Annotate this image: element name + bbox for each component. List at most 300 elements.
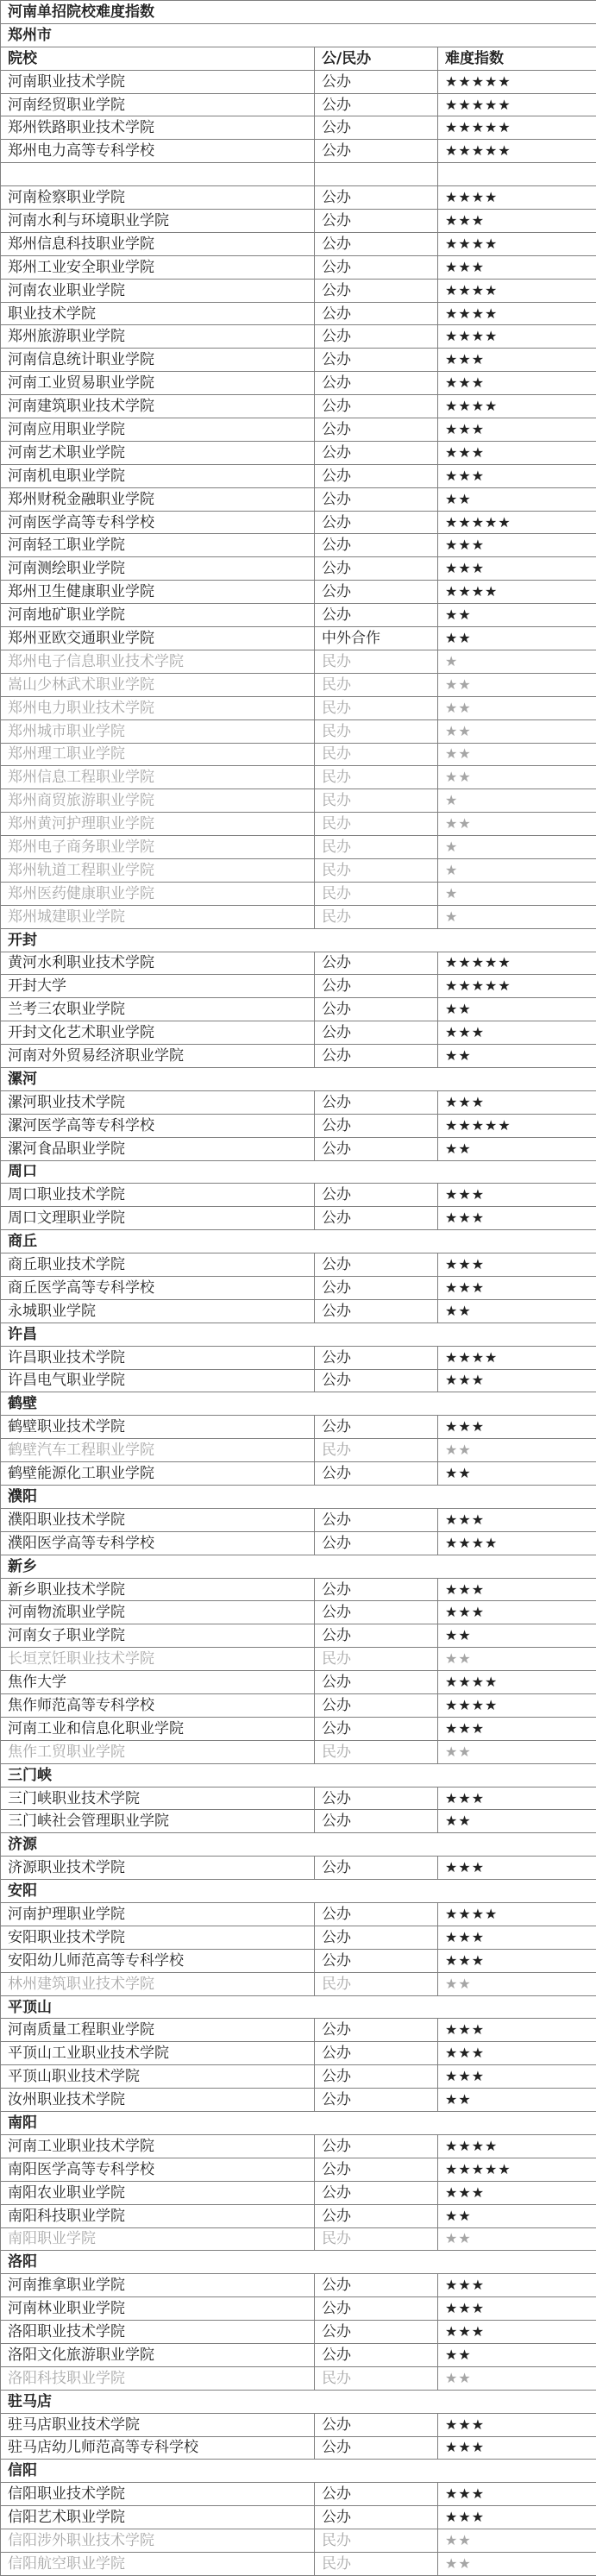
region-row bbox=[1, 1067, 596, 1090]
school-name: 河南护理职业学院 bbox=[1, 1903, 315, 1926]
difficulty-stars: ★★★★ bbox=[438, 1531, 596, 1555]
table-row bbox=[1, 673, 596, 696]
region-row bbox=[1, 2251, 596, 2274]
difficulty-stars: ★★★ bbox=[438, 2436, 596, 2460]
school-name: 河南工业贸易职业学院 bbox=[1, 372, 315, 395]
table-row bbox=[1, 232, 596, 255]
difficulty-stars: ★★★ bbox=[438, 534, 596, 557]
school-type: 公办 bbox=[315, 1021, 438, 1045]
school-name: 郑州财税金融职业学院 bbox=[1, 487, 315, 511]
school-name: 开封大学 bbox=[1, 975, 315, 998]
difficulty-stars: ★★ bbox=[438, 1462, 596, 1486]
difficulty-stars: ★★★ bbox=[438, 1021, 596, 1045]
difficulty-stars: ★★★★★ bbox=[438, 975, 596, 998]
school-name: 河南职业技术学院 bbox=[1, 70, 315, 93]
school-type: 公办 bbox=[315, 441, 438, 464]
difficulty-stars: ★★★★★ bbox=[438, 116, 596, 140]
school-type: 民办 bbox=[315, 650, 438, 673]
difficulty-stars: ★★★★ bbox=[438, 581, 596, 604]
school-type: 公办 bbox=[315, 464, 438, 487]
difficulty-stars: ★★★★★ bbox=[438, 511, 596, 534]
header-school: 院校 bbox=[1, 47, 315, 70]
school-type: 公办 bbox=[315, 395, 438, 418]
school-type: 民办 bbox=[315, 696, 438, 719]
difficulty-stars: ★★★★ bbox=[438, 1694, 596, 1718]
school-name: 信阳航空职业学院 bbox=[1, 2552, 315, 2575]
school-name: 河南推拿职业学院 bbox=[1, 2274, 315, 2297]
school-name: 河南工业职业技术学院 bbox=[1, 2134, 315, 2158]
table-row bbox=[1, 743, 596, 766]
school-name: 河南质量工程职业学院 bbox=[1, 2019, 315, 2042]
table-row bbox=[1, 70, 596, 93]
school-type: 公办 bbox=[315, 1207, 438, 1230]
school-type: 公办 bbox=[315, 2065, 438, 2089]
difficulty-stars: ★★★ bbox=[438, 1787, 596, 1810]
table-row bbox=[1, 1787, 596, 1810]
school-type: 公办 bbox=[315, 2436, 438, 2460]
difficulty-stars: ★★★★★ bbox=[438, 952, 596, 975]
school-name: 河南轻工职业学院 bbox=[1, 534, 315, 557]
table-row bbox=[1, 2552, 596, 2575]
school-type: 公办 bbox=[315, 581, 438, 604]
table-row bbox=[1, 2227, 596, 2251]
difficulty-stars: ★★★ bbox=[438, 1949, 596, 1972]
school-type: 公办 bbox=[315, 1578, 438, 1601]
school-name: 周口文理职业学院 bbox=[1, 1207, 315, 1230]
table-row bbox=[1, 255, 596, 279]
difficulty-stars: ★★★★★ bbox=[438, 70, 596, 93]
difficulty-stars: ★★★★★ bbox=[438, 140, 596, 163]
table-row bbox=[1, 2042, 596, 2065]
difficulty-stars: ★★ bbox=[438, 719, 596, 743]
difficulty-stars: ★★★★★ bbox=[438, 93, 596, 116]
difficulty-stars: ★ bbox=[438, 882, 596, 905]
region-row bbox=[1, 1230, 596, 1253]
school-type: 公办 bbox=[315, 1137, 438, 1160]
difficulty-stars: ★★ bbox=[438, 998, 596, 1021]
school-type: 公办 bbox=[315, 1090, 438, 1114]
school-type: 民办 bbox=[315, 836, 438, 859]
difficulty-stars: ★★★ bbox=[438, 1207, 596, 1230]
difficulty-stars: ★★ bbox=[438, 1299, 596, 1323]
difficulty-stars: ★★★★★ bbox=[438, 2158, 596, 2181]
table-row bbox=[1, 1671, 596, 1694]
difficulty-stars: ★ bbox=[438, 905, 596, 928]
table-row bbox=[1, 2366, 596, 2390]
table-row bbox=[1, 581, 596, 604]
table-row bbox=[1, 1253, 596, 1277]
region-label: 平顶山 bbox=[1, 1995, 596, 2019]
table-row bbox=[1, 2343, 596, 2366]
table-row bbox=[1, 349, 596, 372]
table-row bbox=[1, 2274, 596, 2297]
region-label: 驻马店 bbox=[1, 2390, 596, 2413]
school-type: 公办 bbox=[315, 1857, 438, 1880]
school-type: 公办 bbox=[315, 2181, 438, 2204]
difficulty-stars: ★★★★ bbox=[438, 1346, 596, 1369]
region-label: 信阳 bbox=[1, 2460, 596, 2483]
school-type: 民办 bbox=[315, 673, 438, 696]
table-row bbox=[1, 952, 596, 975]
table-row bbox=[1, 1021, 596, 1045]
region-label: 濮阳 bbox=[1, 1486, 596, 1509]
school-type: 公办 bbox=[315, 1787, 438, 1810]
school-type: 公办 bbox=[315, 255, 438, 279]
table-row bbox=[1, 1276, 596, 1299]
school-name: 焦作师范高等专科学校 bbox=[1, 1694, 315, 1718]
table-row bbox=[1, 719, 596, 743]
table-row bbox=[1, 1926, 596, 1949]
table-row bbox=[1, 627, 596, 650]
region-label: 新乡 bbox=[1, 1555, 596, 1578]
school-type: 公办 bbox=[315, 279, 438, 302]
difficulty-stars: ★★★★ bbox=[438, 2134, 596, 2158]
table-row bbox=[1, 604, 596, 627]
school-name: 郑州电力职业技术学院 bbox=[1, 696, 315, 719]
region-row bbox=[1, 1880, 596, 1903]
difficulty-stars: ★★★ bbox=[438, 2181, 596, 2204]
school-name: 平顶山职业技术学院 bbox=[1, 2065, 315, 2089]
school-name: 郑州电力高等专科学校 bbox=[1, 140, 315, 163]
difficulty-stars: ★★★ bbox=[438, 1601, 596, 1624]
region-row bbox=[1, 1323, 596, 1346]
difficulty-stars: ★★★ bbox=[438, 2019, 596, 2042]
school-type: 公办 bbox=[315, 2297, 438, 2321]
region-label: 漯河 bbox=[1, 1067, 596, 1090]
school-name: 焦作工贸职业学院 bbox=[1, 1740, 315, 1763]
school-name: 河南艺术职业学院 bbox=[1, 441, 315, 464]
difficulty-stars: ★★★ bbox=[438, 441, 596, 464]
school-name: 河南检察职业学院 bbox=[1, 186, 315, 210]
school-name: 长垣烹饪职业技术学院 bbox=[1, 1648, 315, 1671]
school-name: 河南地矿职业学院 bbox=[1, 604, 315, 627]
school-type: 民办 bbox=[315, 1439, 438, 1462]
school-name: 郑州黄河护理职业学院 bbox=[1, 813, 315, 836]
school-type: 民办 bbox=[315, 2227, 438, 2251]
school-name: 新乡职业技术学院 bbox=[1, 1578, 315, 1601]
region-label: 安阳 bbox=[1, 1880, 596, 1903]
school-name: 信阳涉外职业技术学院 bbox=[1, 2529, 315, 2553]
difficulty-stars: ★★★ bbox=[438, 1276, 596, 1299]
table-row bbox=[1, 975, 596, 998]
school-type: 公办 bbox=[315, 2413, 438, 2436]
table-row bbox=[1, 2297, 596, 2321]
school-name: 郑州轨道工程职业学院 bbox=[1, 858, 315, 882]
table-row bbox=[1, 140, 596, 163]
school-name: 漯河职业技术学院 bbox=[1, 1090, 315, 1114]
school-name: 河南测绘职业学院 bbox=[1, 557, 315, 581]
table-row bbox=[1, 2436, 596, 2460]
difficulty-stars: ★★ bbox=[438, 743, 596, 766]
region-row bbox=[1, 1392, 596, 1416]
difficulty-stars: ★★★ bbox=[438, 2321, 596, 2344]
school-name: 黄河水利职业技术学院 bbox=[1, 952, 315, 975]
school-type: 民办 bbox=[315, 1740, 438, 1763]
school-type: 公办 bbox=[315, 186, 438, 210]
school-type: 公办 bbox=[315, 1346, 438, 1369]
school-name: 洛阳科技职业学院 bbox=[1, 2366, 315, 2390]
table-row bbox=[1, 1624, 596, 1648]
school-name: 周口职业技术学院 bbox=[1, 1184, 315, 1207]
difficulty-stars: ★ bbox=[438, 836, 596, 859]
difficulty-stars: ★★★ bbox=[438, 2065, 596, 2089]
school-name: 驻马店职业技术学院 bbox=[1, 2413, 315, 2436]
school-type: 公办 bbox=[315, 70, 438, 93]
school-name: 南阳科技职业学院 bbox=[1, 2204, 315, 2227]
table-row bbox=[1, 789, 596, 813]
difficulty-stars: ★★★ bbox=[438, 1090, 596, 1114]
difficulty-stars: ★★★ bbox=[438, 2274, 596, 2297]
school-type: 公办 bbox=[315, 1717, 438, 1740]
table-row bbox=[1, 1949, 596, 1972]
school-name: 许昌电气职业学院 bbox=[1, 1369, 315, 1392]
school-name: 漯河医学高等专科学校 bbox=[1, 1114, 315, 1137]
difficulty-stars: ★★ bbox=[438, 1439, 596, 1462]
school-type: 公办 bbox=[315, 1114, 438, 1137]
difficulty-stars: ★★★ bbox=[438, 2042, 596, 2065]
school-name: 郑州城建职业学院 bbox=[1, 905, 315, 928]
table-row bbox=[1, 1090, 596, 1114]
school-name: 驻马店幼儿师范高等专科学校 bbox=[1, 2436, 315, 2460]
table-row bbox=[1, 2134, 596, 2158]
school-name: 兰考三农职业学院 bbox=[1, 998, 315, 1021]
school-name: 三门峡社会管理职业学院 bbox=[1, 1810, 315, 1833]
table-row bbox=[1, 279, 596, 302]
school-name: 郑州医药健康职业学院 bbox=[1, 882, 315, 905]
table-row bbox=[1, 2506, 596, 2529]
difficulty-stars: ★★ bbox=[438, 1972, 596, 1995]
table-row bbox=[1, 487, 596, 511]
difficulty-stars: ★★★ bbox=[438, 349, 596, 372]
difficulty-stars: ★★★★ bbox=[438, 1903, 596, 1926]
region-row bbox=[1, 1995, 596, 2019]
region-row bbox=[1, 1555, 596, 1578]
table-row bbox=[1, 1601, 596, 1624]
school-type: 民办 bbox=[315, 766, 438, 789]
school-name: 焦作大学 bbox=[1, 1671, 315, 1694]
school-type: 公办 bbox=[315, 2483, 438, 2506]
table-row bbox=[1, 372, 596, 395]
region-label: 鹤壁 bbox=[1, 1392, 596, 1416]
table-row bbox=[1, 93, 596, 116]
school-type: 公办 bbox=[315, 2204, 438, 2227]
school-name: 信阳艺术职业学院 bbox=[1, 2506, 315, 2529]
difficulty-stars: ★★ bbox=[438, 696, 596, 719]
region-label: 开封 bbox=[1, 928, 596, 952]
school-name: 河南对外贸易经济职业学院 bbox=[1, 1045, 315, 1068]
school-name: 郑州旅游职业学院 bbox=[1, 325, 315, 349]
school-type: 公办 bbox=[315, 1508, 438, 1531]
region-label: 周口 bbox=[1, 1160, 596, 1184]
school-name: 河南林业职业学院 bbox=[1, 2297, 315, 2321]
school-type: 民办 bbox=[315, 1972, 438, 1995]
difficulty-stars: ★★★ bbox=[438, 557, 596, 581]
school-type: 民办 bbox=[315, 2552, 438, 2575]
difficulty-stars: ★★★★ bbox=[438, 186, 596, 210]
difficulty-stars: ★★★ bbox=[438, 1926, 596, 1949]
table-row bbox=[1, 1346, 596, 1369]
table-row bbox=[1, 1694, 596, 1718]
difficulty-stars: ★★★ bbox=[438, 255, 596, 279]
region-label: 济源 bbox=[1, 1833, 596, 1857]
school-type: 公办 bbox=[315, 1531, 438, 1555]
school-name: 永城职业学院 bbox=[1, 1299, 315, 1323]
table-row bbox=[1, 2483, 596, 2506]
difficulty-stars: ★★ bbox=[438, 2552, 596, 2575]
difficulty-stars: ★★ bbox=[438, 604, 596, 627]
difficulty-stars: ★ bbox=[438, 650, 596, 673]
table-row bbox=[1, 1207, 596, 1230]
table-row bbox=[1, 2529, 596, 2553]
school-type: 公办 bbox=[315, 2321, 438, 2344]
school-type: 公办 bbox=[315, 1601, 438, 1624]
school-type: 公办 bbox=[315, 1184, 438, 1207]
table-row bbox=[1, 766, 596, 789]
table-row bbox=[1, 186, 596, 210]
table-row bbox=[1, 2181, 596, 2204]
table-row bbox=[1, 116, 596, 140]
table-row bbox=[1, 1137, 596, 1160]
school-name: 河南物流职业学院 bbox=[1, 1601, 315, 1624]
school-type: 公办 bbox=[315, 2506, 438, 2529]
school-type: 公办 bbox=[315, 1253, 438, 1277]
school-type: 民办 bbox=[315, 882, 438, 905]
table-row bbox=[1, 511, 596, 534]
difficulty-stars: ★★★★ bbox=[438, 1671, 596, 1694]
page-title: 河南单招院校难度指数 bbox=[1, 1, 596, 24]
difficulty-stars: ★★★ bbox=[438, 1717, 596, 1740]
difficulty-stars: ★★ bbox=[438, 2089, 596, 2112]
table-row bbox=[1, 325, 596, 349]
difficulty-stars: ★★ bbox=[438, 1624, 596, 1648]
school-type: 公办 bbox=[315, 487, 438, 511]
region-row bbox=[1, 1160, 596, 1184]
table-row bbox=[1, 1857, 596, 1880]
school-name: 开封文化艺术职业学院 bbox=[1, 1021, 315, 1045]
blank-cell bbox=[438, 163, 596, 186]
difficulty-stars: ★★★ bbox=[438, 2297, 596, 2321]
difficulty-stars: ★★★★ bbox=[438, 232, 596, 255]
school-name: 郑州亚欧交通职业学院 bbox=[1, 627, 315, 650]
difficulty-stars: ★★ bbox=[438, 2366, 596, 2390]
table-row bbox=[1, 696, 596, 719]
difficulty-stars: ★★ bbox=[438, 1810, 596, 1833]
school-type: 公办 bbox=[315, 116, 438, 140]
region-row bbox=[1, 928, 596, 952]
difficulty-stars: ★★★★★ bbox=[438, 1114, 596, 1137]
table-row bbox=[1, 1740, 596, 1763]
header-type: 公/民办 bbox=[315, 47, 438, 70]
school-type: 公办 bbox=[315, 1903, 438, 1926]
school-type: 公办 bbox=[315, 1926, 438, 1949]
school-type: 公办 bbox=[315, 2019, 438, 2042]
school-name: 鹤壁职业技术学院 bbox=[1, 1416, 315, 1439]
table-row bbox=[1, 441, 596, 464]
difficulty-stars: ★★ bbox=[438, 766, 596, 789]
table-row bbox=[1, 2089, 596, 2112]
table-row bbox=[1, 2019, 596, 2042]
table-row bbox=[1, 1369, 596, 1392]
school-type: 公办 bbox=[315, 1045, 438, 1068]
school-name: 河南医学高等专科学校 bbox=[1, 511, 315, 534]
region-row bbox=[1, 2460, 596, 2483]
difficulty-stars: ★★ bbox=[438, 487, 596, 511]
school-name: 南阳农业职业学院 bbox=[1, 2181, 315, 2204]
school-name: 许昌职业技术学院 bbox=[1, 1346, 315, 1369]
school-type: 公办 bbox=[315, 604, 438, 627]
region-row bbox=[1, 2390, 596, 2413]
school-name: 郑州理工职业学院 bbox=[1, 743, 315, 766]
school-type: 公办 bbox=[315, 93, 438, 116]
region-label: 洛阳 bbox=[1, 2251, 596, 2274]
table-row bbox=[1, 1045, 596, 1068]
school-name: 鹤壁能源化工职业学院 bbox=[1, 1462, 315, 1486]
table-row bbox=[1, 464, 596, 487]
school-name: 郑州信息科技职业学院 bbox=[1, 232, 315, 255]
school-type: 公办 bbox=[315, 232, 438, 255]
difficulty-stars: ★★★ bbox=[438, 1369, 596, 1392]
school-name: 商丘医学高等专科学校 bbox=[1, 1276, 315, 1299]
school-name: 郑州城市职业学院 bbox=[1, 719, 315, 743]
school-type: 公办 bbox=[315, 2158, 438, 2181]
difficulty-stars: ★★★ bbox=[438, 372, 596, 395]
school-name: 鹤壁汽车工程职业学院 bbox=[1, 1439, 315, 1462]
school-name: 河南女子职业学院 bbox=[1, 1624, 315, 1648]
column-header-row bbox=[1, 47, 596, 70]
table-row bbox=[1, 1717, 596, 1740]
school-type: 公办 bbox=[315, 210, 438, 233]
difficulty-stars: ★★ bbox=[438, 1137, 596, 1160]
school-type: 民办 bbox=[315, 743, 438, 766]
school-name: 漯河食品职业学院 bbox=[1, 1137, 315, 1160]
region-row bbox=[1, 2112, 596, 2135]
region-row bbox=[1, 1486, 596, 1509]
school-type: 公办 bbox=[315, 2274, 438, 2297]
difficulty-stars: ★★★ bbox=[438, 1578, 596, 1601]
school-type: 中外合作 bbox=[315, 627, 438, 650]
school-type: 公办 bbox=[315, 2134, 438, 2158]
table-row bbox=[1, 1462, 596, 1486]
table-row bbox=[1, 1114, 596, 1137]
blank-cell bbox=[315, 163, 438, 186]
difficulty-stars: ★★ bbox=[438, 813, 596, 836]
school-type: 民办 bbox=[315, 905, 438, 928]
school-type: 公办 bbox=[315, 1694, 438, 1718]
school-type: 民办 bbox=[315, 2529, 438, 2553]
school-name: 郑州工业安全职业学院 bbox=[1, 255, 315, 279]
school-name: 河南经贸职业学院 bbox=[1, 93, 315, 116]
difficulty-stars: ★★ bbox=[438, 1740, 596, 1763]
difficulty-stars: ★★★ bbox=[438, 1416, 596, 1439]
school-name: 林州建筑职业技术学院 bbox=[1, 1972, 315, 1995]
table-row bbox=[1, 905, 596, 928]
difficulty-stars: ★★★ bbox=[438, 210, 596, 233]
difficulty-stars: ★★★ bbox=[438, 1253, 596, 1277]
difficulty-stars: ★★★ bbox=[438, 2483, 596, 2506]
table-row bbox=[1, 2204, 596, 2227]
table-row bbox=[1, 1903, 596, 1926]
difficulty-stars: ★★ bbox=[438, 2343, 596, 2366]
difficulty-stars: ★★★★ bbox=[438, 325, 596, 349]
table-row bbox=[1, 858, 596, 882]
school-name: 河南农业职业学院 bbox=[1, 279, 315, 302]
school-name: 安阳职业技术学院 bbox=[1, 1926, 315, 1949]
table-row bbox=[1, 534, 596, 557]
difficulty-stars: ★★ bbox=[438, 627, 596, 650]
table-row bbox=[1, 650, 596, 673]
school-name: 郑州电子商务职业学院 bbox=[1, 836, 315, 859]
school-type: 公办 bbox=[315, 2343, 438, 2366]
